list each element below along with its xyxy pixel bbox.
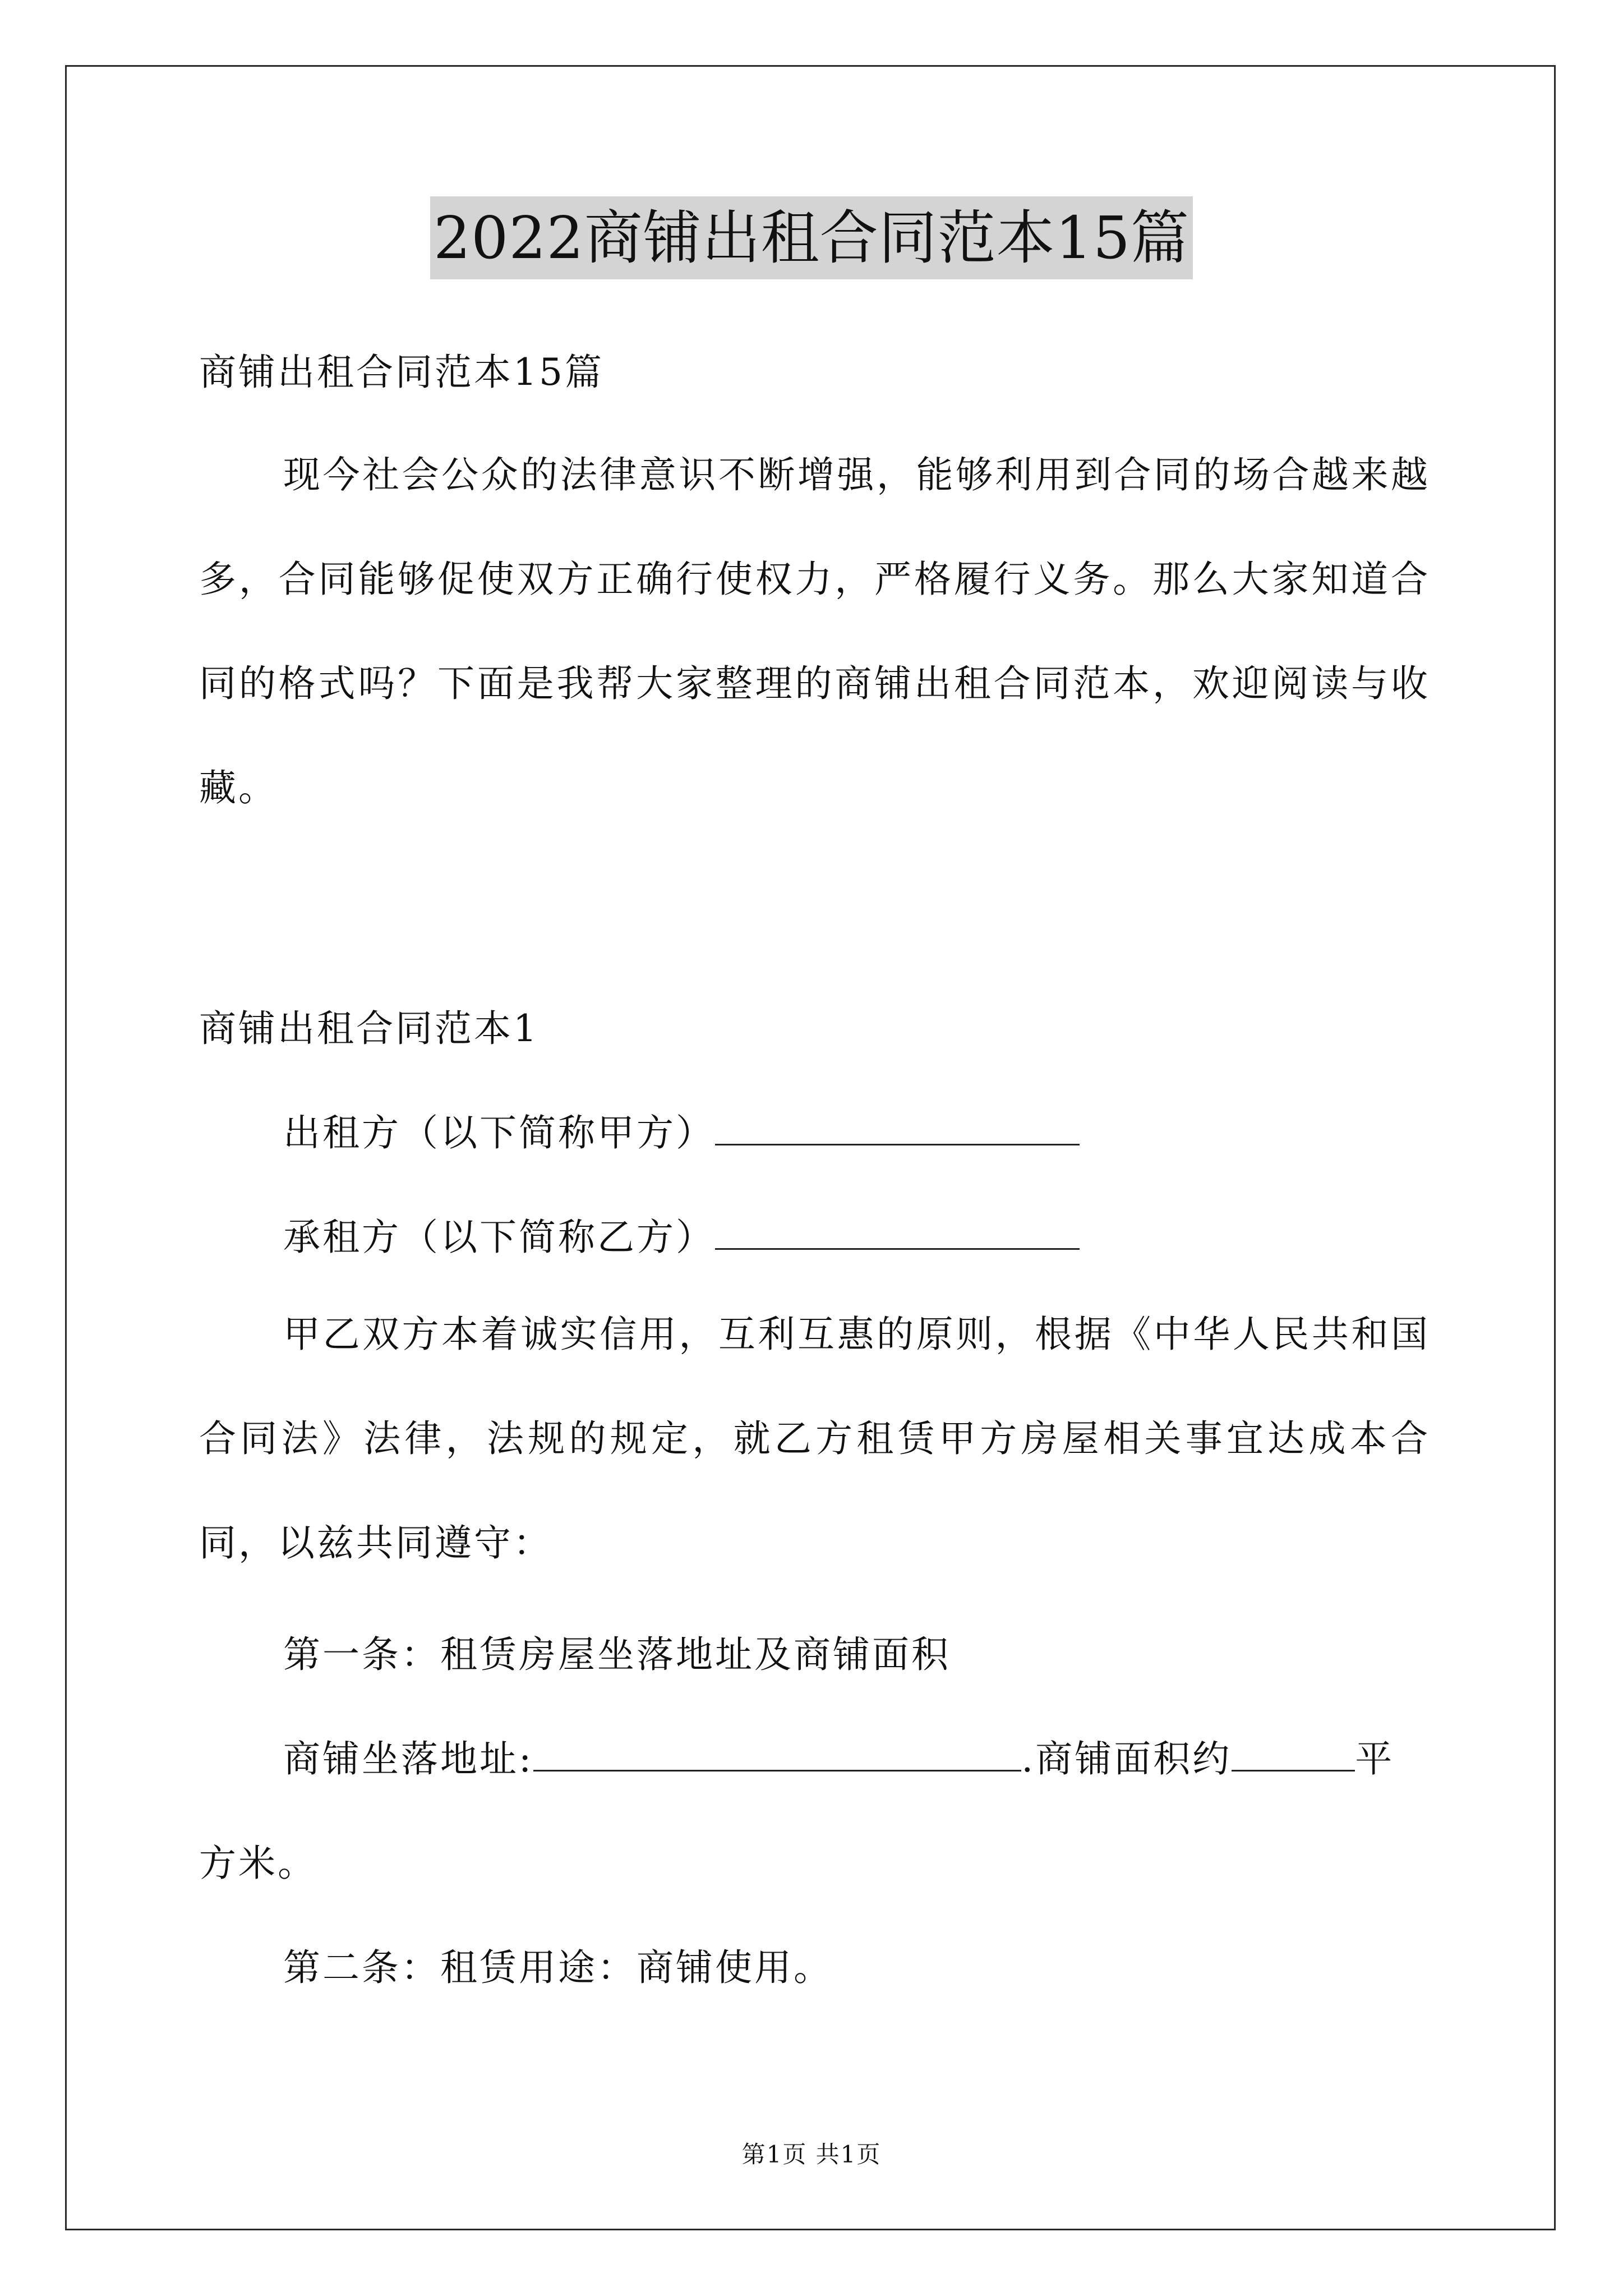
lessor-line <box>283 1103 1430 1156</box>
area-label: .商铺面积约 <box>1021 1737 1232 1780</box>
address-label: 商铺坐落地址: <box>283 1737 534 1780</box>
page-footer: 第1页 共1页 <box>741 2141 882 2168</box>
lessee-blank[interactable] <box>715 1248 1080 1250</box>
lessor-blank[interactable] <box>715 1143 1080 1145</box>
area-unit-2: 方米。 <box>199 1842 317 1885</box>
article1-title: 第一条：租赁房屋坐落地址及商铺面积 <box>283 1633 951 1676</box>
lessee-label: 承租方（以下简称乙方） <box>283 1216 715 1259</box>
address-blank[interactable] <box>533 1769 1021 1772</box>
lessee-line <box>283 1207 1430 1260</box>
section-heading: 商铺出租合同范本1 <box>199 1007 539 1050</box>
preamble-paragraph: 甲乙双方本着诚实信用，互利互惠的原则，根据《中华人民共和国合同法》法律，法规的规定，就乙方租赁甲方房屋相关事宜达成本合同，以兹共同遵守： <box>199 1313 1430 1565</box>
article2-line: 第二条：租赁用途：商铺使用。 <box>283 1946 833 1989</box>
area-blank[interactable] <box>1232 1769 1355 1772</box>
title-container <box>0 196 1623 279</box>
document-subtitle: 商铺出租合同范本15篇 <box>199 351 604 394</box>
address-line <box>283 1729 1430 1782</box>
document-title: 2022商铺出租合同范本15篇 <box>430 196 1193 279</box>
area-unit-1: 平 <box>1355 1737 1395 1780</box>
intro-paragraph: 现今社会公众的法律意识不断增强，能够利用到合同的场合越来越多，合同能够促使双方正确行使权力，严格履行义务。那么大家知道合同的格式吗？下面是我帮大家整理的商铺出租合同范本，欢迎阅读与收藏。 <box>199 453 1430 809</box>
lessor-label: 出租方（以下简称甲方） <box>283 1111 715 1154</box>
